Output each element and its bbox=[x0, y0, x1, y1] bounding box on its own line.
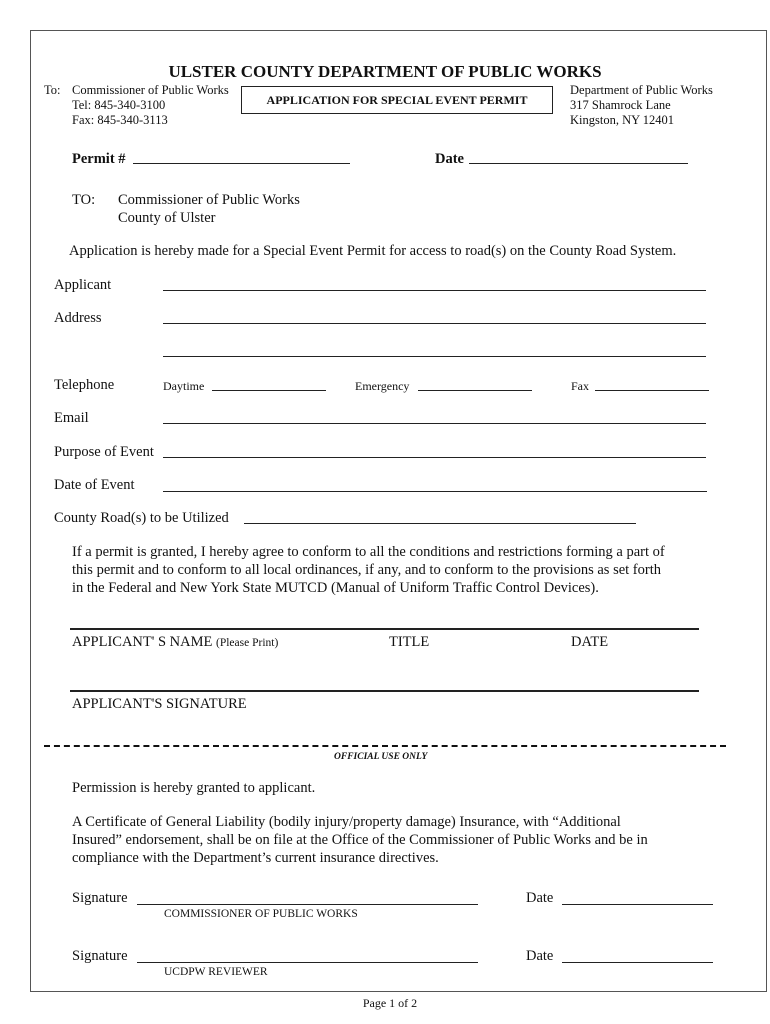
addressee-to-label: TO: bbox=[72, 192, 96, 208]
commissioner-date-field[interactable] bbox=[562, 904, 713, 905]
applicant-label: Applicant bbox=[54, 277, 112, 293]
emergency-label: Emergency bbox=[355, 379, 410, 393]
county-roads-label: County Road(s) to be Utilized bbox=[54, 510, 229, 526]
fax-number: Fax: 845-340-3113 bbox=[72, 113, 168, 127]
to-label: To: bbox=[44, 83, 61, 97]
official-use-separator bbox=[44, 745, 726, 747]
reviewer-caption: UCDPW REVIEWER bbox=[164, 966, 268, 978]
page-title: ULSTER COUNTY DEPARTMENT OF PUBLIC WORKS bbox=[168, 62, 602, 81]
purpose-field[interactable] bbox=[163, 457, 706, 458]
commissioner-signature-label: Signature bbox=[72, 890, 128, 906]
daytime-label: Daytime bbox=[163, 379, 205, 393]
permit-number-field[interactable] bbox=[133, 163, 350, 164]
agreement-line1: If a permit is granted, I hereby agree to conform to all the conditions and restrictions forming a part of bbox=[72, 544, 665, 560]
email-field[interactable] bbox=[163, 423, 706, 424]
commissioner-date-label: Date bbox=[526, 890, 554, 906]
applicant-field[interactable] bbox=[163, 290, 706, 291]
form-title: APPLICATION FOR SPECIAL EVENT PERMIT bbox=[266, 92, 528, 107]
title-label: TITLE bbox=[389, 634, 430, 650]
emergency-phone-field[interactable] bbox=[418, 390, 532, 391]
event-date-label: Date of Event bbox=[54, 477, 135, 493]
purpose-label: Purpose of Event bbox=[54, 444, 154, 460]
daytime-phone-field[interactable] bbox=[212, 390, 326, 391]
reviewer-signature-label: Signature bbox=[72, 948, 128, 964]
insurance-text bbox=[72, 813, 698, 867]
official-use-heading: OFFICIAL USE ONLY bbox=[334, 752, 428, 762]
event-date-field[interactable] bbox=[163, 491, 707, 492]
form-title-box bbox=[241, 86, 553, 114]
dept-city: Kingston, NY 12401 bbox=[570, 113, 675, 127]
date-field[interactable] bbox=[469, 163, 688, 164]
county-roads-field[interactable] bbox=[244, 523, 636, 524]
to-name: Commissioner of Public Works bbox=[72, 83, 229, 97]
intro-text: Application is hereby made for a Special Event Permit for access to road(s) on the County Road System. bbox=[69, 243, 677, 259]
applicant-signature-line[interactable] bbox=[70, 690, 699, 692]
please-print-hint: (Please Print) bbox=[216, 637, 279, 649]
reviewer-date-label: Date bbox=[526, 948, 554, 964]
dept-name: Department of Public Works bbox=[570, 83, 713, 97]
date-label: Date bbox=[435, 151, 464, 167]
applicant-date-label: DATE bbox=[571, 634, 609, 650]
phone-number: Tel: 845-340-3100 bbox=[72, 98, 166, 112]
insurance-line3: compliance with the Department’s current insurance directives. bbox=[72, 850, 439, 866]
dept-street: 317 Shamrock Lane bbox=[570, 98, 671, 112]
applicant-name-label: APPLICANT' S NAME bbox=[72, 634, 213, 650]
page-number: Page 1 of 2 bbox=[362, 996, 418, 1010]
agreement-text bbox=[72, 543, 665, 597]
commissioner-caption: COMMISSIONER OF PUBLIC WORKS bbox=[164, 908, 358, 920]
address-field-line1[interactable] bbox=[163, 323, 706, 324]
reviewer-date-field[interactable] bbox=[562, 962, 713, 963]
addressee-line1: Commissioner of Public Works bbox=[118, 192, 300, 208]
reviewer-signature-field[interactable] bbox=[137, 962, 478, 963]
insurance-line2: Insured” endorsement, shall be on file at the Office of the Commissioner of Public Works and be in bbox=[72, 832, 648, 848]
commissioner-signature-field[interactable] bbox=[137, 904, 478, 905]
fax-label: Fax bbox=[571, 379, 589, 393]
permit-label: Permit # bbox=[72, 151, 126, 167]
agreement-line2: this permit and to conform to all local ordinances, if any, and to conform to the provisions as set forth bbox=[72, 562, 661, 578]
applicant-name-caption bbox=[72, 634, 278, 651]
telephone-label: Telephone bbox=[54, 377, 115, 393]
agreement-line3: in the Federal and New York State MUTCD (Manual of Uniform Traffic Control Devices). bbox=[72, 580, 599, 596]
fax-field[interactable] bbox=[595, 390, 709, 391]
insurance-line1: A Certificate of General Liability (bodily injury/property damage) Insurance, with “Additional bbox=[72, 814, 621, 830]
applicant-signature-label: APPLICANT'S SIGNATURE bbox=[72, 696, 247, 712]
applicant-name-line[interactable] bbox=[70, 628, 699, 630]
permission-text: Permission is hereby granted to applicant. bbox=[72, 780, 316, 796]
address-field-line2[interactable] bbox=[163, 356, 706, 357]
address-label: Address bbox=[54, 310, 102, 326]
addressee-line2: County of Ulster bbox=[118, 210, 216, 226]
email-label: Email bbox=[54, 410, 89, 426]
